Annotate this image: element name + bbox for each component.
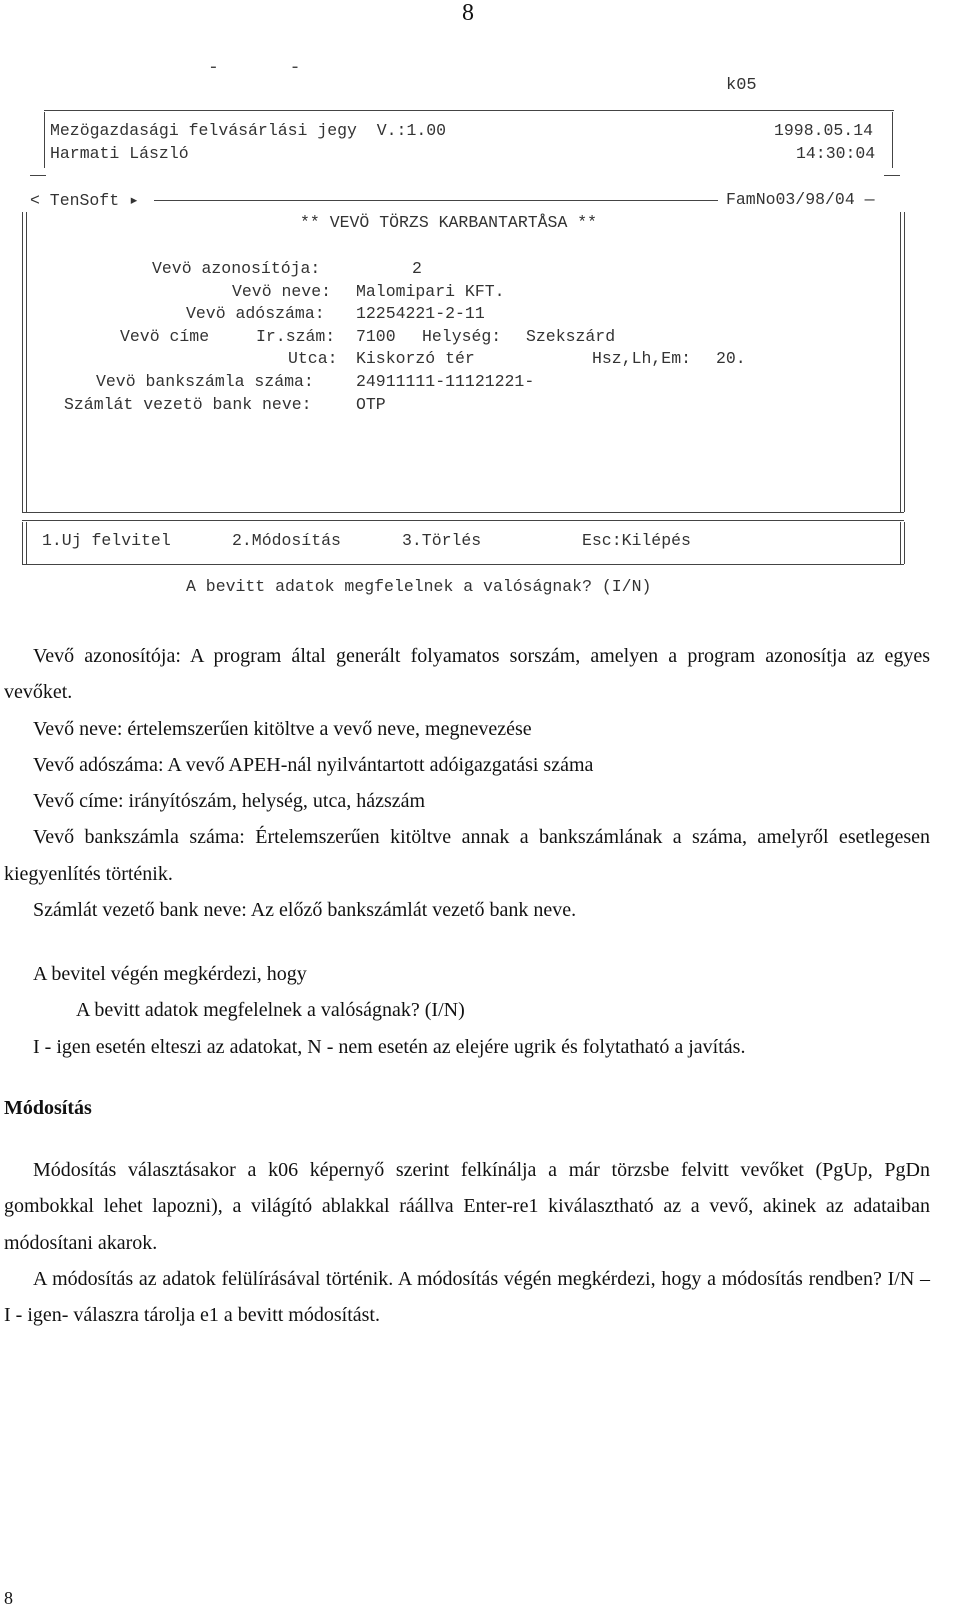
confirmation-description <box>4 956 930 1065</box>
bank-account-value[interactable]: 24911111-11121221- <box>356 372 535 391</box>
desc-customer-name: Vevő neve: értelemszerűen kitöltve a vevő neve, megnevezése <box>33 717 532 740</box>
scan-marks: - - <box>208 58 331 78</box>
zip-value[interactable]: 7100 <box>356 327 396 346</box>
city-label: Helység: <box>422 327 502 346</box>
menu-bottom-border <box>22 564 904 565</box>
screen-id: k05 <box>726 76 757 95</box>
section-heading-modify: Módosítás <box>4 1097 92 1119</box>
bank-account-label: Vevö bankszámla száma: <box>96 372 314 391</box>
house-label: Hsz,Lh,Em: <box>592 349 692 368</box>
customer-tax-label: Vevö adószáma: <box>186 304 325 323</box>
customer-name-label: Vevö neve: <box>232 282 332 301</box>
menu-top-border-inner <box>22 520 904 521</box>
city-value[interactable]: Szekszárd <box>526 327 616 346</box>
desc-modify-overwrite: A módosítás az adatok felülírásával történik. A módosítás végén megkérdezi, hogy a módosítás rendben? I/N – I - igen- válaszra tárolja e1 a bevitt módosítást. <box>4 1267 930 1327</box>
menu-new-entry[interactable]: 1.Uj felvitel <box>42 531 171 550</box>
zip-label: Ir.szám: <box>256 327 336 346</box>
menu-delete[interactable]: 3.Törlés <box>402 531 482 550</box>
customer-tax-value[interactable]: 12254221-2-11 <box>356 304 485 323</box>
field-descriptions <box>4 638 930 928</box>
page-number-bottom: 8 <box>4 1588 13 1608</box>
menu-modify[interactable]: 2.Módosítás <box>232 531 341 550</box>
street-label: Utca: <box>288 349 338 368</box>
street-value[interactable]: Kiskorzó tér <box>356 349 475 368</box>
bank-name-value[interactable]: OTP <box>356 395 386 414</box>
customer-id-value[interactable]: 2 <box>412 259 422 278</box>
menu-top-border <box>22 512 904 513</box>
app-date: 1998.05.14 <box>774 121 874 140</box>
menu-left-border <box>22 522 27 564</box>
terminal-screenshot <box>0 0 960 620</box>
desc-modify-selection: Módosítás választásakor a k06 képernyő szerint felkínálja a már törzsbe felvitt vevőket (PgUp, PgDn gombokkal lehet lapozni), a világító ablakkal ráállva Enter-re1 kiválasztható az a vevő, akinek az adataiban módosítani akarok. <box>4 1159 930 1254</box>
customer-name-value[interactable]: Malomipari KFT. <box>356 282 505 301</box>
desc-end-of-entry: A bevitel végén megkérdezi, hogy <box>33 963 307 985</box>
house-value[interactable]: 20. <box>716 349 746 368</box>
header-left-foot <box>30 175 46 176</box>
user-name: Harmati László <box>50 144 189 163</box>
vendor-label: < TenSoft ▸ <box>30 191 139 210</box>
form-code: FamNo03/98/04 — <box>726 190 875 209</box>
page-number-top: 8 <box>462 0 474 26</box>
desc-confirm-question: A bevitt adatok megfelelnek a valóságnak? (I/N) <box>76 999 465 1022</box>
desc-customer-id: Vevő azonosítója: A program által generált folyamatos sorszám, amelyen a program azonosítja az egyes vevőket. <box>4 645 930 704</box>
bank-name-label: Számlát vezetö bank neve: <box>64 395 312 414</box>
frame-left-border <box>22 212 27 512</box>
header-right-border <box>892 112 893 168</box>
desc-bank-name: Számlát vezető bank neve: Az előző bankszámlát vezető bank neve. <box>33 899 577 922</box>
header-right-foot <box>884 175 900 176</box>
desc-customer-address: Vevő címe: irányítószám, helység, utca, házszám <box>33 790 426 813</box>
form-heading: ** VEVÖ TÖRZS KARBANTARTÅSA ** <box>300 213 598 232</box>
customer-id-label: Vevö azonosítója: <box>152 259 321 278</box>
header-top-border <box>44 110 894 111</box>
desc-customer-tax: Vevő adószáma: A vevő APEH-nál nyilvántartott adóigazgatási száma <box>33 753 594 776</box>
header-left-border <box>44 112 45 168</box>
menu-exit[interactable]: Esc:Kilépés <box>582 531 691 550</box>
menu-right-border <box>900 522 905 564</box>
customer-address-label: Vevö címe <box>120 327 210 346</box>
desc-bank-account: Vevő bankszámla száma: Értelemszerűen kitöltve annak a bankszámlának a száma, amelyről esetlegesen kiegyenlítés történik. <box>4 826 930 885</box>
app-time: 14:30:04 <box>796 144 876 163</box>
confirm-prompt: A bevitt adatok megfelelnek a valóságnak? (I/N) <box>186 577 652 596</box>
desc-confirm-answer: I - igen esetén elteszi az adatokat, N - nem esetén az elejére ugrik és folytatható a javítás. <box>33 1035 746 1058</box>
app-title: Mezögazdasági felvásárlási jegy V.:1.00 <box>50 121 447 140</box>
modify-description <box>4 1152 930 1333</box>
frame-right-border <box>900 212 905 512</box>
frame-top-border <box>154 200 718 201</box>
